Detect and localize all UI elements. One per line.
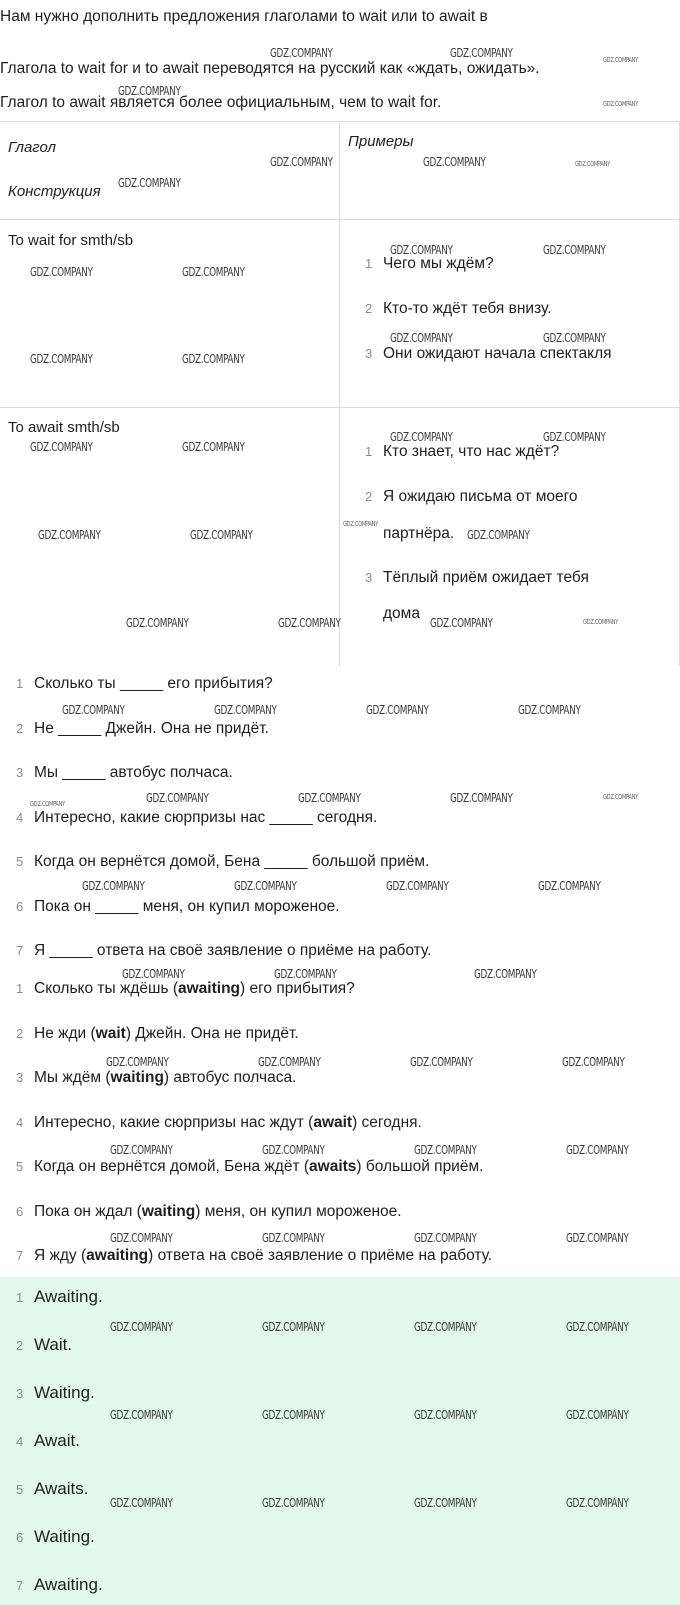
table-example: 3 Тёплый приём ожидает тебя xyxy=(365,569,589,586)
grammar-table xyxy=(0,121,680,666)
watermark: GDZ.COMPANY xyxy=(262,1408,325,1422)
watermark: GDZ.COMPANY xyxy=(258,1055,321,1069)
watermark: GDZ.COMPANY xyxy=(543,331,606,345)
watermark: GDZ.COMPANY xyxy=(122,967,185,981)
watermark: GDZ.COMPANY xyxy=(390,430,453,444)
intro-line-3: Глагол to await является более официальным, чем to wait for. xyxy=(0,94,442,111)
translation-item: 3 Мы ждём (waiting) автобус полчаса. xyxy=(16,1069,297,1086)
watermark: GDZ.COMPANY xyxy=(343,520,378,528)
watermark: GDZ.COMPANY xyxy=(190,528,253,542)
watermark: GDZ.COMPANY xyxy=(430,616,493,630)
translation-item: 2 Не жди (wait) Джейн. Она не придёт. xyxy=(16,1025,299,1042)
watermark: GDZ.COMPANY xyxy=(270,46,333,60)
watermark: GDZ.COMPANY xyxy=(450,791,513,805)
watermark: GDZ.COMPANY xyxy=(366,703,429,717)
watermark: GDZ.COMPANY xyxy=(390,243,453,257)
watermark: GDZ.COMPANY xyxy=(270,155,333,169)
construction-wait-for: To wait for smth/sb xyxy=(8,232,134,249)
watermark: GDZ.COMPANY xyxy=(575,160,610,168)
watermark: GDZ.COMPANY xyxy=(278,616,341,630)
answer-item: 7 Awaiting. xyxy=(16,1575,103,1594)
table-example: 2 Кто-то ждёт тебя внизу. xyxy=(365,300,552,317)
watermark: GDZ.COMPANY xyxy=(566,1496,629,1510)
watermark: GDZ.COMPANY xyxy=(467,528,530,542)
translation-item: 4 Интересно, какие сюрпризы нас ждут (await) сегодня. xyxy=(16,1114,422,1131)
header-examples: Примеры xyxy=(348,133,414,150)
table-divider xyxy=(0,407,680,408)
watermark: GDZ.COMPANY xyxy=(298,791,361,805)
exercise-item: 3 Мы _____ автобус полчаса. xyxy=(16,764,233,781)
watermark: GDZ.COMPANY xyxy=(474,967,537,981)
answer-item: 3 Waiting. xyxy=(16,1383,95,1402)
watermark: GDZ.COMPANY xyxy=(566,1320,629,1334)
translation-item: 7 Я жду (awaiting) ответа на своё заявление о приёме на работу. xyxy=(16,1247,493,1264)
watermark: GDZ.COMPANY xyxy=(262,1231,325,1245)
table-example-continuation: партнёра. xyxy=(383,525,455,542)
watermark: GDZ.COMPANY xyxy=(543,243,606,257)
watermark: GDZ.COMPANY xyxy=(414,1320,477,1334)
watermark: GDZ.COMPANY xyxy=(182,352,245,366)
watermark: GDZ.COMPANY xyxy=(390,331,453,345)
watermark: GDZ.COMPANY xyxy=(566,1231,629,1245)
watermark: GDZ.COMPANY xyxy=(562,1055,625,1069)
watermark: GDZ.COMPANY xyxy=(38,528,101,542)
watermark: GDZ.COMPANY xyxy=(414,1231,477,1245)
watermark: GDZ.COMPANY xyxy=(214,703,277,717)
exercise-item: 6 Пока он _____ меня, он купил мороженое. xyxy=(16,898,340,915)
watermark: GDZ.COMPANY xyxy=(182,440,245,454)
watermark: GDZ.COMPANY xyxy=(234,879,297,893)
answer-item: 2 Wait. xyxy=(16,1335,73,1354)
exercise-item: 2 Не _____ Джейн. Она не придёт. xyxy=(16,720,269,737)
watermark: GDZ.COMPANY xyxy=(450,46,513,60)
intro-line-2: Глагола to wait for и to await переводятся на русский как «ждать, ожидать». xyxy=(0,60,540,77)
watermark: GDZ.COMPANY xyxy=(30,800,65,808)
watermark: GDZ.COMPANY xyxy=(566,1143,629,1157)
watermark: GDZ.COMPANY xyxy=(538,879,601,893)
watermark: GDZ.COMPANY xyxy=(262,1143,325,1157)
exercise-item: 1 Сколько ты _____ его прибытия? xyxy=(16,675,273,692)
table-example: 1 Кто знает, что нас ждёт? xyxy=(365,443,560,460)
watermark: GDZ.COMPANY xyxy=(126,616,189,630)
watermark: GDZ.COMPANY xyxy=(274,967,337,981)
watermark: GDZ.COMPANY xyxy=(118,84,181,98)
translation-item: 5 Когда он вернётся домой, Бена ждёт (awaits) большой приём. xyxy=(16,1158,484,1175)
watermark: GDZ.COMPANY xyxy=(414,1143,477,1157)
watermark: GDZ.COMPANY xyxy=(106,1055,169,1069)
intro-line-1: Нам нужно дополнить предложения глаголами to wait или to await в xyxy=(0,8,488,25)
watermark: GDZ.COMPANY xyxy=(30,352,93,366)
translation-item: 1 Сколько ты ждёшь (awaiting) его прибытия? xyxy=(16,980,355,997)
watermark: GDZ.COMPANY xyxy=(30,440,93,454)
table-column-divider xyxy=(339,121,340,666)
watermark: GDZ.COMPANY xyxy=(110,1408,173,1422)
table-divider xyxy=(0,219,680,220)
watermark: GDZ.COMPANY xyxy=(118,176,181,190)
watermark: GDZ.COMPANY xyxy=(110,1143,173,1157)
watermark: GDZ.COMPANY xyxy=(110,1231,173,1245)
watermark: GDZ.COMPANY xyxy=(62,703,125,717)
header-verb: Глагол xyxy=(8,139,57,156)
answer-item: 1 Awaiting. xyxy=(16,1287,103,1306)
watermark: GDZ.COMPANY xyxy=(110,1320,173,1334)
exercise-item: 4 Интересно, какие сюрпризы нас _____ сегодня. xyxy=(16,809,378,826)
watermark: GDZ.COMPANY xyxy=(603,56,638,64)
watermark: GDZ.COMPANY xyxy=(30,265,93,279)
watermark: GDZ.COMPANY xyxy=(146,791,209,805)
answer-item: 6 Waiting. xyxy=(16,1527,95,1546)
watermark: GDZ.COMPANY xyxy=(386,879,449,893)
watermark: GDZ.COMPANY xyxy=(110,1496,173,1510)
watermark: GDZ.COMPANY xyxy=(262,1320,325,1334)
translation-item: 6 Пока он ждал (waiting) меня, он купил мороженое. xyxy=(16,1203,402,1220)
watermark: GDZ.COMPANY xyxy=(603,100,638,108)
watermark: GDZ.COMPANY xyxy=(583,618,618,626)
watermark: GDZ.COMPANY xyxy=(262,1496,325,1510)
table-border-top xyxy=(0,121,680,122)
table-example: 1 Чего мы ждём? xyxy=(365,255,494,272)
watermark: GDZ.COMPANY xyxy=(182,265,245,279)
answer-item: 5 Awaits. xyxy=(16,1479,89,1498)
watermark: GDZ.COMPANY xyxy=(414,1496,477,1510)
exercise-item: 7 Я _____ ответа на своё заявление о приёме на работу. xyxy=(16,942,432,959)
table-example: 3 Они ожидают начала спектакля xyxy=(365,345,612,362)
watermark: GDZ.COMPANY xyxy=(518,703,581,717)
header-construction: Конструкция xyxy=(8,183,101,200)
exercise-item: 5 Когда он вернётся домой, Бена _____ большой приём. xyxy=(16,853,430,870)
table-example-continuation: дома xyxy=(383,605,420,622)
watermark: GDZ.COMPANY xyxy=(414,1408,477,1422)
watermark: GDZ.COMPANY xyxy=(82,879,145,893)
watermark: GDZ.COMPANY xyxy=(543,430,606,444)
watermark: GDZ.COMPANY xyxy=(566,1408,629,1422)
answer-item: 4 Await. xyxy=(16,1431,80,1450)
watermark: GDZ.COMPANY xyxy=(423,155,486,169)
table-example: 2 Я ожидаю письма от моего xyxy=(365,488,578,505)
watermark: GDZ.COMPANY xyxy=(603,793,638,801)
construction-await: To await smth/sb xyxy=(8,419,120,436)
watermark: GDZ.COMPANY xyxy=(410,1055,473,1069)
